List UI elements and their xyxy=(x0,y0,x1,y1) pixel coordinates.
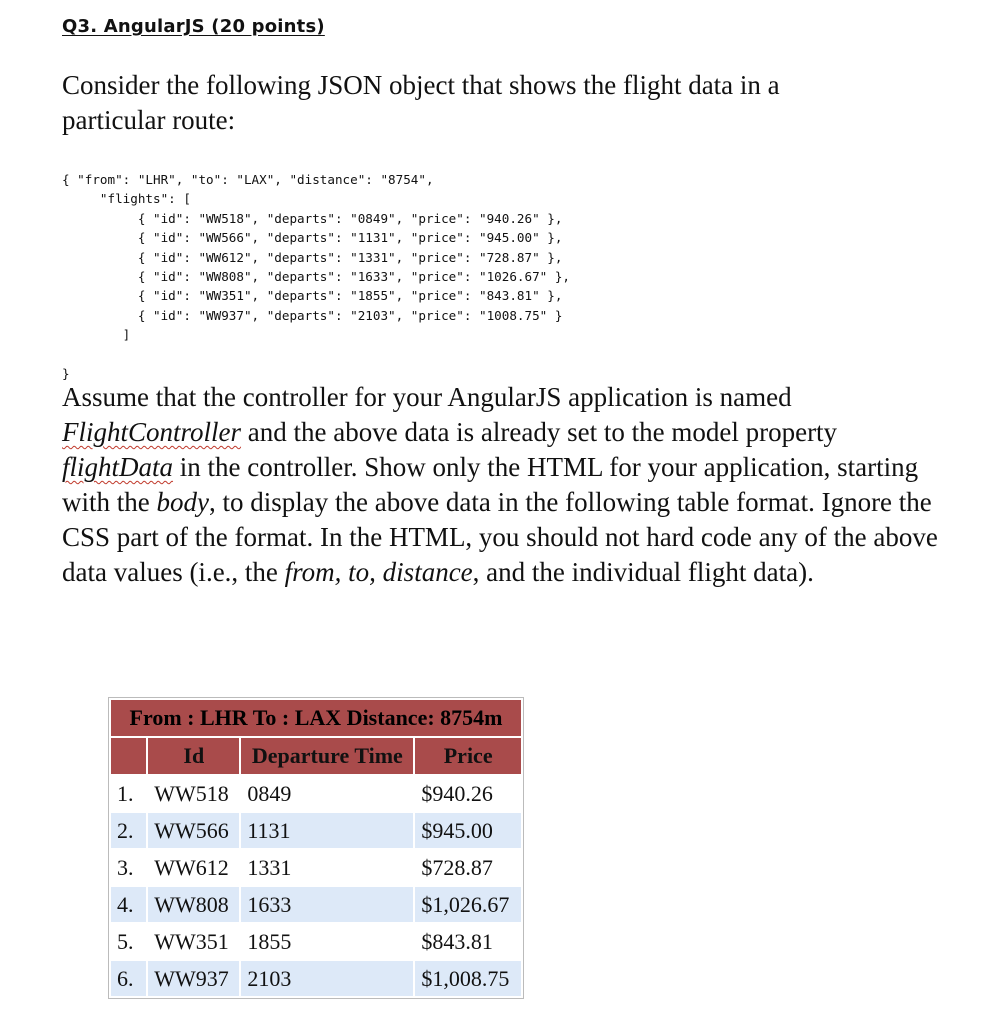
flight-price: $1,008.75 xyxy=(415,961,521,996)
header-id: Id xyxy=(148,738,239,774)
header-price: Price xyxy=(415,738,521,774)
flight-id: WW566 xyxy=(148,813,239,848)
departure-time: 1633 xyxy=(241,887,413,922)
table-row xyxy=(111,813,521,848)
departure-time: 0849 xyxy=(241,776,413,811)
departure-time: 2103 xyxy=(241,961,413,996)
table-row xyxy=(111,887,521,922)
intro-paragraph: Consider the following JSON object that shows the flight data in a particular route: xyxy=(62,70,780,135)
code-line: } xyxy=(62,366,70,382)
row-number: 4. xyxy=(111,887,146,922)
code-line: { "id": "WW612", "departs": "1331", "price": "728.87" }, xyxy=(62,249,563,265)
instructions-paragraph xyxy=(62,380,942,590)
instructions-text: and the above data is already set to the model property xyxy=(241,417,838,447)
table-row xyxy=(111,850,521,885)
controller-name: FlightController xyxy=(62,417,242,447)
table-row xyxy=(111,924,521,959)
json-code-block xyxy=(62,170,570,383)
flight-table xyxy=(108,697,524,999)
instructions-text: , to display the above data in the following table format. Ignore the CSS part of the format. In the HTML, you should not hard code any of the above data values (i.e., the xyxy=(62,487,938,587)
flight-price: $945.00 xyxy=(415,813,521,848)
body-word: body xyxy=(156,487,209,517)
flight-id: WW518 xyxy=(148,776,239,811)
flight-id: WW937 xyxy=(148,961,239,996)
code-line: ] xyxy=(62,327,131,343)
row-number: 2. xyxy=(111,813,146,848)
flight-price: $843.81 xyxy=(415,924,521,959)
code-line: "flights": [ xyxy=(62,191,191,207)
code-line: { "id": "WW351", "departs": "1855", "price": "843.81" }, xyxy=(62,288,563,304)
table-row xyxy=(111,961,521,996)
row-number: 6. xyxy=(111,961,146,996)
code-line: { "id": "WW566", "departs": "1131", "price": "945.00" }, xyxy=(62,230,563,246)
row-number: 1. xyxy=(111,776,146,811)
table-title-row xyxy=(111,700,521,736)
instructions-text: , and the individual flight data). xyxy=(472,557,814,587)
flight-id: WW612 xyxy=(148,850,239,885)
header-departure-time: Departure Time xyxy=(241,738,413,774)
instructions-text: Assume that the controller for your AngularJS application is named xyxy=(62,382,792,412)
code-line: { "id": "WW937", "departs": "2103", "price": "1008.75" } xyxy=(62,307,563,323)
flight-price: $1,026.67 xyxy=(415,887,521,922)
table-title: From : LHR To : LAX Distance: 8754m xyxy=(111,700,521,736)
departure-time: 1331 xyxy=(241,850,413,885)
row-number: 3. xyxy=(111,850,146,885)
flight-id: WW808 xyxy=(148,887,239,922)
flight-price: $940.26 xyxy=(415,776,521,811)
model-property-name: flightData xyxy=(62,452,174,482)
question-heading: Q3. AngularJS (20 points) xyxy=(62,16,325,37)
departure-time: 1855 xyxy=(241,924,413,959)
code-line: { "id": "WW808", "departs": "1633", "price": "1026.67" }, xyxy=(62,269,570,285)
table-header-row xyxy=(111,738,521,774)
departure-time: 1131 xyxy=(241,813,413,848)
fields-list: from, to, distance xyxy=(284,557,473,587)
table-row xyxy=(111,776,521,811)
flight-price: $728.87 xyxy=(415,850,521,885)
code-line: { "from": "LHR", "to": "LAX", "distance": "8754", xyxy=(62,172,434,187)
code-line: { "id": "WW518", "departs": "0849", "price": "940.26" }, xyxy=(62,210,563,226)
flight-id: WW351 xyxy=(148,924,239,959)
instructions-text: in the controller. Show only the HTML for your application, starting with the xyxy=(62,452,919,517)
header-blank xyxy=(111,738,146,774)
row-number: 5. xyxy=(111,924,146,959)
